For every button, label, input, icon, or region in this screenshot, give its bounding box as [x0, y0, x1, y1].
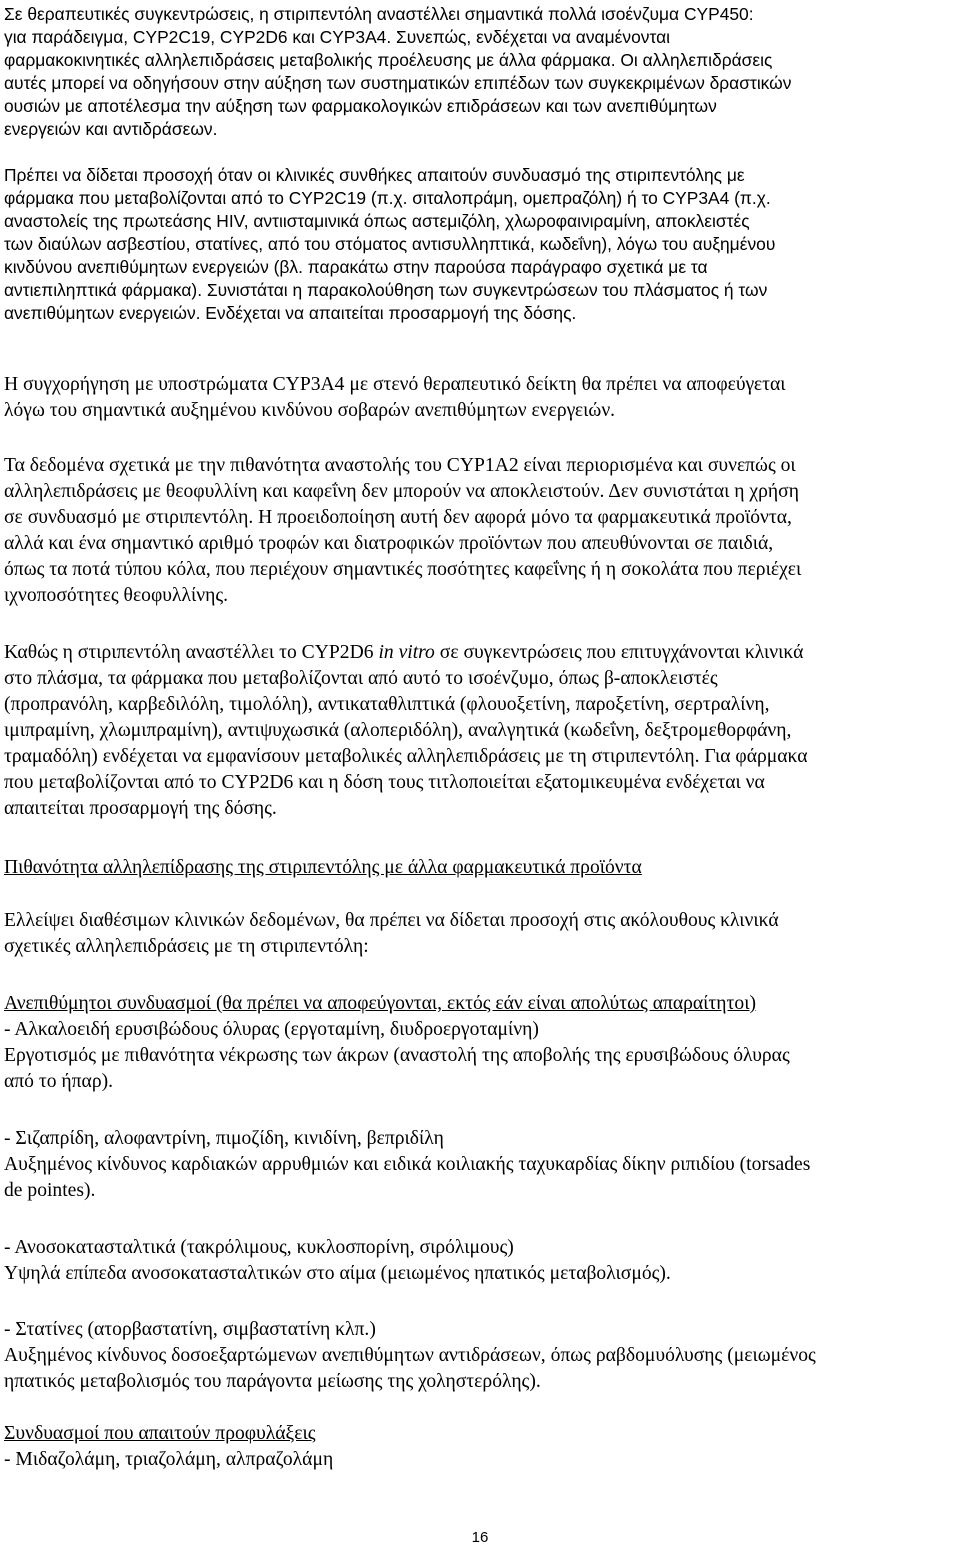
text-line: απαιτείται προσαρμογή της δόσης.	[4, 798, 277, 819]
paragraph-intro	[4, 908, 954, 960]
text-segment: Καθώς η στιριπεντόλη αναστέλλει το CYP2D6	[4, 642, 379, 663]
paragraph-cyp3a4-substrates	[4, 372, 954, 424]
paragraph-caution-cyp2c19-cyp3a4	[4, 164, 954, 325]
precautions-heading	[4, 1421, 954, 1447]
text-line: - Αλκαλοειδή ερυσιβώδους όλυρας (εργοταμίνη, διυδροεργοταμίνη)	[4, 1019, 539, 1040]
text-line: αναστολείς της πρωτεάσης HIV, αντιισταμινικά όπως αστεμιζόλη, χλωροφαινιραμίνη, αποκλειστές	[4, 211, 750, 231]
text-line: - Σιζαπρίδη, αλοφαντρίνη, πιμοζίδη, κινιδίνη, βεπριδίλη	[4, 1128, 444, 1149]
paragraph-cyp2d6	[4, 640, 954, 822]
text-line: Η συγχορήγηση με υποστρώματα CYP3A4 με στενό θεραπευτικό δείκτη θα πρέπει να αποφεύγεται	[4, 374, 786, 395]
text-line: φάρμακα που μεταβολίζονται από το CYP2C19 (π.χ. σιταλοπράμη, ομεπραζόλη) ή το CYP3A4 (π.χ.	[4, 188, 771, 208]
text-segment: σε συγκεντρώσεις που επιτυγχάνονται κλινικά	[434, 642, 804, 663]
text-line: που μεταβολίζονται από το CYP2D6 και η δόση τους τιτλοποιείται εξατομικευμένα ενδέχεται να	[4, 772, 765, 793]
interaction-item-statins	[4, 1317, 954, 1395]
text-line: σε συνδυασμό με στιριπεντόλη. Η προειδοποίηση αυτή δεν αφορά μόνο τα φαρμακευτικά προϊόντα,	[4, 507, 792, 528]
text-line: αντιεπιληπτικά φάρμακα). Συνιστάται η παρακολούθηση των συγκεντρώσεων του πλάσματος ή των	[4, 280, 768, 300]
text-line: - Μιδαζολάμη, τριαζολάμη, αλπραζολάμη	[4, 1449, 334, 1470]
text-line: τραμαδόλη) ενδέχεται να εμφανίσουν μεταβολικές αλληλεπιδράσεις με τη στιριπεντόλη. Για φάρμακα	[4, 746, 808, 767]
paragraph-cyp450-inhibition	[4, 3, 954, 141]
italic-term: in vitro	[378, 642, 435, 663]
text-line: Ελλείψει διαθέσιμων κλινικών δεδομένων, θα πρέπει να δίδεται προσοχή στις ακόλουθους κλινικά	[4, 910, 779, 931]
text-line: φαρμακοκινητικές αλληλεπιδράσεις μεταβολικής προέλευσης με άλλα φάρμακα. Οι αλληλεπιδράσεις	[4, 50, 773, 70]
interaction-item-ergot	[4, 1017, 954, 1095]
text-line	[4, 640, 954, 666]
text-line: των διαύλων ασβεστίου, στατίνες, από του στόματος αντισυλληπτικά, κωδεΐνη), λόγω του αυξημένου	[4, 234, 776, 254]
undesirable-combinations-heading	[4, 991, 954, 1017]
subheading-text: Συνδυασμοί που απαιτούν προφυλάξεις	[4, 1423, 316, 1444]
text-line: σχετικές αλληλεπιδράσεις με τη στιριπεντόλη:	[4, 936, 369, 957]
text-line: Τα δεδομένα σχετικά με την πιθανότητα αναστολής του CYP1A2 είναι περιορισμένα και συνεπώς οι	[4, 455, 796, 476]
text-line: αλληλεπιδράσεις με θεοφυλλίνη και καφεΐνη δεν μπορούν να αποκλειστούν. Δεν συνιστάται η χρήση	[4, 481, 799, 502]
text-line: de pointes).	[4, 1180, 96, 1201]
interaction-item-arrhythmia	[4, 1126, 954, 1204]
text-line: Αυξημένος κίνδυνος δοσοεξαρτώμενων ανεπιθύμητων αντιδράσεων, όπως ραβδομυόλυσης (μειωμένος	[4, 1345, 816, 1366]
text-line: κινδύνου ανεπιθύμητων ενεργειών (βλ. παρακάτω στην παρούσα παράγραφο σχετικά με τα	[4, 257, 708, 277]
text-line: Σε θεραπευτικές συγκεντρώσεις, η στιριπεντόλη αναστέλλει σημαντικά πολλά ισοένζυμα CYP450:	[4, 4, 754, 24]
text-line: Πρέπει να δίδεται προσοχή όταν οι κλινικές συνθήκες απαιτούν συνδυασμό της στιριπεντόλης με	[4, 165, 745, 185]
text-line: Εργοτισμός με πιθανότητα νέκρωσης των άκρων (αναστολή της αποβολής της ερυσιβώδους όλυρας	[4, 1045, 790, 1066]
text-line: ιμιπραμίνη, χλωμιπραμίνη), αντιψυχωσικά (αλοπεριδόλη), αναλγητικά (κωδεΐνη, δεξτρομεθορφάνη,	[4, 720, 792, 741]
section-heading	[4, 855, 954, 881]
text-line: στο πλάσμα, τα φάρμακα που μεταβολίζονται από αυτό το ισοένζυμο, όπως β-αποκλειστές	[4, 668, 718, 689]
text-line: ανεπιθύμητων ενεργειών. Ενδέχεται να απαιτείται προσαρμογή της δόσης.	[4, 303, 577, 323]
interaction-item-benzodiazepines	[4, 1447, 954, 1473]
text-line: - Στατίνες (ατορβαστατίνη, σιμβαστατίνη κλπ.)	[4, 1319, 376, 1340]
text-line: από το ήπαρ).	[4, 1071, 114, 1092]
interaction-item-immunosuppressants	[4, 1235, 954, 1287]
text-line: - Ανοσοκατασταλτικά (τακρόλιμους, κυκλοσπορίνη, σιρόλιμους)	[4, 1237, 514, 1258]
text-line: αλλά και ένα σημαντικό αριθμό τροφών και διατροφικών προϊόντων που απευθύνονται σε παιδιά,	[4, 533, 774, 554]
paragraph-cyp1a2	[4, 453, 954, 609]
text-line: Υψηλά επίπεδα ανοσοκατασταλτικών στο αίμα (μειωμένος ηπατικός μεταβολισμός).	[4, 1263, 671, 1284]
page-number: 16	[471, 1529, 489, 1546]
section-heading-text: Πιθανότητα αλληλεπίδρασης της στιριπεντόλης με άλλα φαρμακευτικά προϊόντα	[4, 857, 642, 878]
text-line: ιχνοποσότητες θεοφυλλίνης.	[4, 585, 229, 606]
text-line: (προπρανόλη, καρβεδιλόλη, τιμολόλη), αντικαταθλιπτικά (φλουοξετίνη, παροξετίνη, σερτραλίνη,	[4, 694, 770, 715]
text-line: ενεργειών και αντιδράσεων.	[4, 119, 218, 139]
text-line: λόγω του σημαντικά αυξημένου κινδύνου σοβαρών ανεπιθύμητων ενεργειών.	[4, 400, 616, 421]
text-line: Αυξημένος κίνδυνος καρδιακών αρρυθμιών και ειδικά κοιλιακής ταχυκαρδίας δίκην ριπιδίου (torsades	[4, 1154, 811, 1175]
text-line: ηπατικός μεταβολισμός του παράγοντα μείωσης της χοληστερόλης).	[4, 1371, 541, 1392]
text-line: ουσιών με αποτέλεσμα την αύξηση των φαρμακολογικών επιδράσεων και των ανεπιθύμητων	[4, 96, 717, 116]
subheading-text: Ανεπιθύμητοι συνδυασμοί (θα πρέπει να αποφεύγονται, εκτός εάν είναι απολύτως απαραίτητοι)	[4, 993, 757, 1014]
text-line: για παράδειγμα, CYP2C19, CYP2D6 και CYP3A4. Συνεπώς, ενδέχεται να αναμένονται	[4, 27, 670, 47]
text-line: αυτές μπορεί να οδηγήσουν στην αύξηση των συστηματικών επιπέδων των συγκεκριμένων δραστικών	[4, 73, 792, 93]
text-line: όπως τα ποτά τύπου κόλα, που περιέχουν σημαντικές ποσότητες καφεΐνης ή η σοκολάτα που περιέχει	[4, 559, 802, 580]
